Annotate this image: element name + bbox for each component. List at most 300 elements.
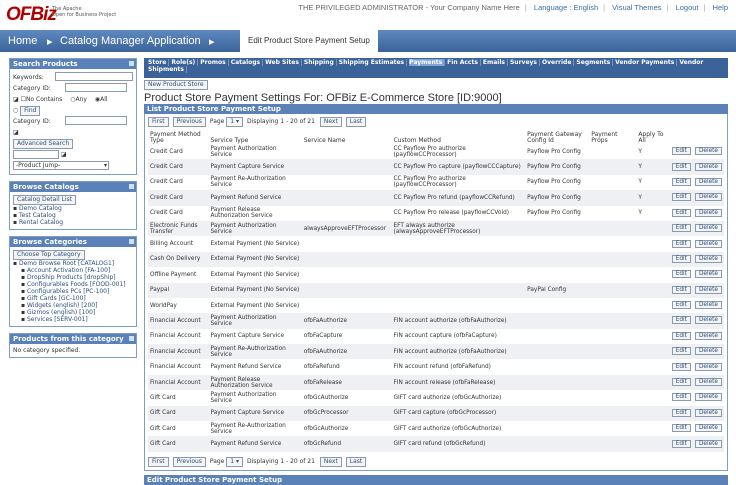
table-cell: CC Payflow Pro release (payflowCCVoid): [393, 210, 510, 217]
edit-button[interactable]: Edit: [672, 440, 691, 448]
edit-button[interactable]: Edit: [672, 347, 691, 355]
table-cell: [636, 344, 669, 359]
table-cell: [589, 344, 636, 359]
table-cell: [525, 267, 589, 282]
no-contains-checkbox[interactable]: ☐: [20, 96, 26, 103]
table-cell: [589, 406, 636, 421]
table-cell: Payment Authorization Service: [208, 313, 301, 328]
category-id-label-2: Category ID:: [13, 118, 51, 125]
edit-button[interactable]: Edit: [672, 409, 691, 417]
delete-button[interactable]: Delete: [695, 393, 722, 401]
table-cell: [391, 298, 525, 313]
category-item[interactable]: ▪ Gift Cards [GC-100]: [21, 295, 86, 302]
pagination-top: [145, 114, 727, 130]
edit-cell: [670, 283, 693, 298]
table-cell: Paypal: [148, 283, 208, 298]
table-row: [148, 159, 724, 174]
delete-button[interactable]: Delete: [695, 424, 722, 432]
delete-cell: [693, 221, 724, 236]
delete-cell: [693, 406, 724, 421]
edit-cell: [670, 313, 693, 328]
table-row: [148, 436, 724, 451]
table-row: [148, 359, 724, 374]
tab-fin-accts[interactable]: Fin Accts: [447, 59, 481, 66]
table-cell: Gift Card: [148, 406, 208, 421]
tab-shipping-estimates[interactable]: Shipping Estimates: [339, 59, 407, 66]
table-cell: [302, 298, 392, 313]
table-cell: [302, 144, 392, 159]
catalog-item[interactable]: ▪ Rental Catalog: [13, 219, 64, 226]
table-row: [148, 190, 724, 205]
edit-button[interactable]: Edit: [672, 393, 691, 401]
product-jump-select[interactable]: -Product Jump- ▾: [13, 161, 109, 170]
table-cell: [589, 329, 636, 344]
table-row: [148, 267, 724, 282]
edit-button[interactable]: Edit: [672, 193, 691, 201]
table-cell: [636, 313, 669, 328]
delete-button[interactable]: Delete: [695, 332, 722, 340]
table-cell: Payment Authorization Service: [210, 145, 277, 158]
table-cell: [589, 390, 636, 405]
table-row: [148, 221, 724, 236]
table-cell: Payment Capture Service: [208, 159, 301, 174]
table-cell: [589, 359, 636, 374]
table-cell: [589, 313, 636, 328]
table-cell: FIN account authorize (ofbFaAuthorize): [391, 344, 525, 359]
table-cell: CC Payflow Pro refund (payflowCCRefund): [391, 190, 525, 205]
tagline-line1: The Apache: [52, 6, 82, 12]
any-label: Any: [75, 96, 87, 103]
table-cell: Credit Card: [150, 210, 183, 217]
delete-button[interactable]: Delete: [695, 270, 722, 278]
table-cell: Payment Re-Authorization Service: [210, 422, 286, 435]
previous-button[interactable]: Previous: [173, 117, 206, 127]
table-cell: [636, 359, 669, 374]
edit-cell: [670, 390, 693, 405]
edit-button[interactable]: Edit: [672, 286, 691, 294]
table-row: [148, 375, 724, 390]
table-cell: [589, 190, 636, 205]
category-id-input-2[interactable]: [65, 116, 127, 125]
table-cell: Offline Payment: [150, 271, 197, 278]
table-cell: [391, 267, 525, 282]
delete-cell: [693, 329, 724, 344]
table-cell: WorldPay: [150, 302, 177, 309]
category-item[interactable]: ▪ Configurables Foods [FOOD-001]: [21, 281, 126, 288]
tab-store[interactable]: Store: [148, 59, 169, 66]
table-cell: [636, 390, 669, 405]
table-cell: Payflow Pro Config: [527, 179, 581, 186]
tab-role-s-[interactable]: Role(s): [171, 59, 198, 66]
table-cell: Y: [638, 148, 642, 155]
table-cell: [636, 283, 669, 298]
delete-cell: [693, 236, 724, 251]
search-products-box: [9, 58, 137, 175]
table-cell: [525, 421, 589, 436]
top-links: THE PRIVILEGED ADMINISTRATOR - Your Company Name Here | Language : English | Visual Themes | Logout | Help: [298, 3, 728, 12]
table-cell: Credit Card: [148, 190, 208, 205]
table-cell: [589, 175, 636, 190]
tab-payments[interactable]: Payments: [409, 59, 445, 66]
table-cell: External Payment (No Service): [208, 252, 301, 267]
table-cell: [636, 406, 669, 421]
delete-button[interactable]: Delete: [695, 316, 722, 324]
delete-cell: [693, 298, 724, 313]
table-cell: [636, 298, 669, 313]
delete-cell: [693, 390, 724, 405]
table-row: [148, 298, 724, 313]
tab-catalogs[interactable]: Catalogs: [231, 59, 263, 66]
table-row: [148, 390, 724, 405]
table-cell: ofbFaCapture: [303, 333, 343, 340]
table-row: [148, 344, 724, 359]
delete-cell: [693, 359, 724, 374]
last-button[interactable]: Last: [346, 117, 367, 127]
edit-cell: [670, 267, 693, 282]
tab-vendor-payments[interactable]: Vendor Payments: [615, 59, 677, 66]
table-cell: Billing Account: [150, 241, 194, 248]
delete-button[interactable]: Delete: [695, 363, 722, 371]
col-header[interactable]: Payment Gateway Config Id: [527, 131, 582, 144]
collapse-icon[interactable]: [129, 184, 134, 189]
edit-button[interactable]: Edit: [672, 424, 691, 432]
table-cell: [636, 436, 669, 451]
table-cell: [525, 313, 589, 328]
logo-tagline: [52, 6, 116, 18]
delete-cell: [693, 175, 724, 190]
delete-button[interactable]: Delete: [695, 347, 722, 355]
table-cell: GIFT card capture (ofbGcProcessor): [391, 406, 525, 421]
delete-cell: [693, 252, 724, 267]
next-button[interactable]: Next: [320, 457, 342, 467]
collapse-icon[interactable]: [129, 61, 134, 66]
edit-button[interactable]: Edit: [672, 270, 691, 278]
table-cell: [589, 375, 636, 390]
chevron-right-icon: ▸: [47, 36, 53, 48]
main-content: [144, 58, 728, 485]
table-cell: Payment Re-Authorization Service: [210, 176, 286, 189]
table-cell: [525, 298, 589, 313]
delete-cell: [693, 436, 724, 451]
catalog-detail-list-button[interactable]: Catalog Detail List: [13, 195, 76, 205]
language-link[interactable]: Language : English: [533, 3, 599, 12]
table-cell: [525, 436, 589, 451]
table-cell: Payment Refund Service: [210, 364, 282, 371]
first-button[interactable]: First: [148, 457, 169, 467]
delete-button[interactable]: Delete: [695, 440, 722, 448]
edit-button[interactable]: Edit: [672, 209, 691, 217]
table-cell: External Payment (No Service): [210, 271, 300, 278]
delete-cell: [693, 375, 724, 390]
table-cell: [391, 252, 525, 267]
col-header[interactable]: Payment Method Type: [150, 131, 201, 144]
advanced-search-button[interactable]: Advanced Search: [13, 139, 73, 149]
col-header[interactable]: Apply To All: [638, 131, 664, 144]
table-cell: Payflow Pro Config: [527, 210, 581, 217]
table-cell: [391, 236, 525, 251]
displaying-text: Displaying 1 - 20 of 21: [246, 118, 315, 125]
table-cell: PayPal Config: [525, 283, 589, 298]
edit-cell: [670, 159, 693, 174]
table-cell: [589, 436, 636, 451]
table-cell: [636, 236, 669, 251]
table-row: [148, 283, 724, 298]
table-cell: [525, 359, 589, 374]
all-label: All: [100, 96, 108, 103]
table-cell: Financial Account: [148, 375, 208, 390]
edit-cell: [670, 406, 693, 421]
table-cell: Payflow Pro Config: [525, 190, 589, 205]
any-radio[interactable]: ○: [70, 96, 76, 103]
tab-emails[interactable]: Emails: [483, 59, 508, 66]
category-root[interactable]: ▪ Demo Browse Root [CATALOG1]: [13, 260, 115, 267]
browse-catalogs-box: [9, 181, 137, 230]
edit-cell: [670, 436, 693, 451]
delete-button[interactable]: Delete: [695, 147, 722, 155]
table-cell: Payment Capture Service: [208, 406, 301, 421]
edit-button[interactable]: Edit: [672, 163, 691, 171]
help-link[interactable]: Help: [712, 3, 728, 12]
delete-button[interactable]: Delete: [695, 301, 722, 309]
page-select[interactable]: 1 ▾: [226, 117, 243, 127]
table-cell: CC Payflow Pro capture (payflowCCCapture): [391, 159, 525, 174]
page-select[interactable]: 1 ▾: [226, 457, 243, 467]
table-cell: [589, 159, 636, 174]
table-cell: GIFT card authorize (ofbGcAuthorize): [393, 394, 502, 401]
page-label: Page: [209, 118, 225, 125]
delete-button[interactable]: Delete: [695, 378, 722, 386]
edit-button[interactable]: Edit: [672, 147, 691, 155]
table-cell: [525, 344, 589, 359]
collapse-icon[interactable]: [129, 336, 134, 341]
edit-cell: [670, 175, 693, 190]
table-cell: Payment Release Authorization Service: [208, 375, 301, 390]
table-cell: [391, 283, 525, 298]
col-header[interactable]: Custom Method: [393, 137, 441, 144]
table-row: [148, 206, 724, 221]
edit-button[interactable]: Edit: [672, 240, 691, 248]
table-cell: EFT always authorize (alwaysApproveEFTProcessor): [391, 221, 525, 236]
edit-cell: [670, 252, 693, 267]
delete-button[interactable]: Delete: [695, 286, 722, 294]
table-cell: [589, 221, 636, 236]
tab-vendor-shipments[interactable]: Vendor Shipments: [148, 59, 704, 73]
table-row: [148, 236, 724, 251]
tab-shipping[interactable]: Shipping: [304, 59, 337, 66]
table-cell: [302, 283, 392, 298]
logout-link[interactable]: Logout: [675, 3, 699, 12]
delete-cell: [693, 159, 724, 174]
category-item[interactable]: ▪ Gizmos (english) [100]: [21, 309, 96, 316]
edit-button[interactable]: Edit: [672, 178, 691, 186]
table-cell: Payment Capture Service: [210, 333, 285, 340]
table-cell: [589, 298, 636, 313]
delete-cell: [693, 267, 724, 282]
product-id-input[interactable]: [13, 150, 59, 159]
delete-cell: [693, 344, 724, 359]
table-cell: [636, 252, 669, 267]
table-cell: FIN account capture (ofbFaCapture): [393, 333, 497, 340]
table-cell: ofbGcRefund: [302, 436, 392, 451]
table-cell: [589, 236, 636, 251]
chevron-down-icon: ▾: [103, 162, 107, 169]
catalog-item[interactable]: ▪ Demo Catalog: [13, 205, 62, 212]
table-cell: alwaysApproveEFTProcessor: [302, 221, 392, 236]
delete-button[interactable]: Delete: [695, 409, 722, 417]
category-item[interactable]: ▪ DropShip Products [dropShip]: [21, 274, 116, 281]
table-cell: ofbGcAuthorize: [303, 425, 349, 432]
table-cell: [589, 283, 636, 298]
col-header[interactable]: Payment Props: [591, 131, 618, 144]
table-cell: Gift Card: [150, 394, 176, 401]
table-cell: [525, 329, 589, 344]
tab-web-sites[interactable]: Web Sites: [265, 59, 302, 66]
delete-button[interactable]: Delete: [695, 224, 722, 232]
pagination-bottom: [145, 454, 727, 470]
payment-setup-table: [148, 130, 724, 452]
collapse-icon[interactable]: [129, 239, 134, 244]
home-link[interactable]: Home: [8, 35, 38, 47]
left-sidebar: [9, 58, 137, 364]
no-contains-label: No Contains: [25, 96, 63, 103]
col-header[interactable]: Service Name: [303, 137, 346, 144]
edit-cell: [670, 375, 693, 390]
edit-button[interactable]: Edit: [672, 224, 691, 232]
table-cell: [302, 175, 392, 190]
category-item[interactable]: ▪ Services [SERV-001]: [21, 316, 88, 323]
category-id-input[interactable]: [65, 83, 127, 92]
edit-cell: [670, 236, 693, 251]
lookup-icon[interactable]: ◪: [60, 151, 67, 158]
table-cell: [589, 144, 636, 159]
table-cell: Electronic Funds Transfer: [148, 221, 208, 236]
table-cell: CC Payflow Pro authorize (payflowCCProcessor): [393, 145, 466, 158]
table-cell: Cash On Delivery: [148, 252, 208, 267]
tab-surveys[interactable]: Surveys: [510, 59, 540, 66]
table-cell: Payflow Pro Config: [527, 148, 581, 155]
store-tabs: [144, 58, 728, 78]
next-button[interactable]: Next: [320, 117, 342, 127]
edit-cell: [670, 144, 693, 159]
category-item[interactable]: ▪ Widgets (english) [200]: [21, 302, 98, 309]
table-cell: [636, 267, 669, 282]
table-cell: [302, 236, 392, 251]
delete-button[interactable]: Delete: [695, 240, 722, 248]
table-cell: [302, 267, 392, 282]
products-category-box: [9, 333, 137, 358]
table-cell: Credit Card: [148, 159, 208, 174]
delete-button[interactable]: Delete: [695, 193, 722, 201]
table-cell: [589, 421, 636, 436]
edit-section-title: Edit Product Store Payment Setup: [144, 475, 728, 485]
keywords-input[interactable]: [55, 72, 133, 81]
category-item[interactable]: ▪ Account Activation [FA-100]: [21, 267, 111, 274]
app-bar: [0, 30, 736, 52]
tagline-line2: Open for Business Project: [52, 12, 117, 18]
edit-button[interactable]: Edit: [672, 363, 691, 371]
table-cell: Financial Account: [148, 313, 208, 328]
ofbiz-logo[interactable]: OFBiz: [6, 4, 56, 25]
tab-segments[interactable]: Segments: [576, 59, 613, 66]
delete-button[interactable]: Delete: [695, 209, 722, 217]
table-cell: Gift Card: [150, 425, 176, 432]
table-cell: [525, 375, 589, 390]
search-mode-radio[interactable]: ○: [13, 107, 19, 114]
col-header[interactable]: Service Type: [210, 137, 249, 144]
table-cell: [302, 252, 392, 267]
table-cell: Financial Account: [150, 364, 201, 371]
browse-catalogs-title: Browse Catalogs: [10, 182, 136, 192]
edit-cell: [670, 190, 693, 205]
table-cell: FIN account refund (ofbFaRefund): [393, 364, 491, 371]
catalog-item[interactable]: ▪ Test Catalog: [13, 212, 56, 219]
table-cell: FIN account authorize (ofbFaAuthorize): [391, 313, 525, 328]
table-cell: Financial Account: [148, 344, 208, 359]
edit-button[interactable]: Edit: [672, 316, 691, 324]
table-cell: ofbFaRefund: [303, 364, 340, 371]
delete-button[interactable]: Delete: [695, 178, 722, 186]
delete-cell: [693, 190, 724, 205]
find-button[interactable]: Find: [20, 106, 40, 116]
table-row: [148, 313, 724, 328]
first-button[interactable]: First: [148, 117, 169, 127]
choose-top-category-button[interactable]: Choose Top Category: [13, 250, 85, 260]
table-cell: [636, 329, 669, 344]
delete-button[interactable]: Delete: [695, 163, 722, 171]
table-cell: Y: [638, 179, 642, 186]
table-cell: [525, 221, 589, 236]
lookup-icon[interactable]: ◪: [13, 96, 19, 103]
products-category-title: Products from this category: [10, 334, 136, 344]
all-radio[interactable]: ◉: [94, 96, 101, 103]
search-products-title: Search Products: [10, 59, 136, 69]
table-cell: [636, 375, 669, 390]
delete-cell: [693, 144, 724, 159]
chevron-right-icon: ▸: [209, 36, 215, 48]
table-cell: Credit Card: [150, 148, 183, 155]
table-cell: [636, 421, 669, 436]
new-product-store-button[interactable]: New Product Store: [144, 80, 208, 90]
edit-button[interactable]: Edit: [672, 255, 691, 263]
tab-promos[interactable]: Promos: [200, 59, 228, 66]
table-cell: Credit Card: [150, 179, 183, 186]
table-cell: Y: [638, 210, 642, 217]
table-cell: Y: [636, 159, 669, 174]
table-cell: ofbFaAuthorize: [302, 344, 392, 359]
edit-cell: [670, 298, 693, 313]
app-link[interactable]: Catalog Manager Application: [60, 35, 201, 47]
table-cell: Payment Release Authorization Service: [210, 207, 273, 220]
table-row: [148, 329, 724, 344]
lookup-icon[interactable]: ◪: [13, 129, 19, 136]
table-cell: [525, 406, 589, 421]
edit-button[interactable]: Edit: [672, 378, 691, 386]
table-cell: [302, 159, 392, 174]
edit-button[interactable]: Edit: [672, 301, 691, 309]
tab-override[interactable]: Override: [542, 59, 574, 66]
last-button[interactable]: Last: [346, 457, 367, 467]
category-item[interactable]: ▪ Configurables PCs [PC-100]: [21, 288, 110, 295]
table-cell: Payment Authorization Service: [210, 391, 277, 404]
delete-button[interactable]: Delete: [695, 255, 722, 263]
table-cell: [525, 252, 589, 267]
delete-cell: [693, 283, 724, 298]
table-cell: External Payment (No Service): [208, 283, 301, 298]
previous-button[interactable]: Previous: [173, 457, 206, 467]
delete-cell: [693, 313, 724, 328]
edit-button[interactable]: Edit: [672, 332, 691, 340]
visual-themes-link[interactable]: Visual Themes: [612, 3, 662, 12]
